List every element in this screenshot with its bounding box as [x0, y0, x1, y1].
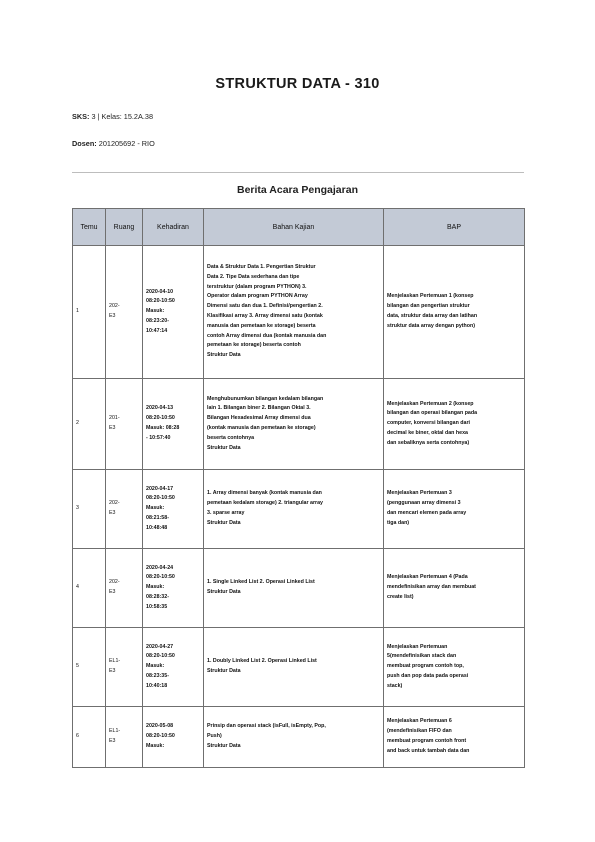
sks-class-info: [72, 112, 153, 121]
cell-bahan-kajian: Data & Struktur Data 1. Pengertian Struktur Data 2. Tipe Data sederhana dan tipe terstruktur (dalam program PYTHON) 3. Operator dalam program PYTHON Array Dimensi satu dan dua 1. Definisi/pengertian 2. Klasifikasi array 3. Array dimensi satu (kontak manusia dan pemetaan ke storage) beserta contoh Array dimensi dua (kontak manusia dan pemetaan ke storage) beserta contoh Struktur Data: [204, 246, 384, 379]
cell-bap: Menjelaskan Pertemuan 5(mendefinisikan stack dan membuat program contoh top, push dan pop data pada operasi stack): [384, 628, 525, 707]
cell-ruang: 202- E3: [106, 549, 143, 628]
cell-temu: 2: [73, 379, 106, 470]
cell-kehadiran: 2020-04-27 08:20-10:50 Masuk: 08:23:35- 10:40:18: [143, 628, 204, 707]
table-row: [73, 246, 525, 379]
cell-ruang: 202- E3: [106, 246, 143, 379]
cell-bahan-kajian: 1. Single Linked List 2. Operasi Linked List Struktur Data: [204, 549, 384, 628]
table-header-row: [73, 209, 525, 246]
table-row: [73, 470, 525, 549]
cell-kehadiran: 2020-05-08 08:20-10:50 Masuk:: [143, 707, 204, 768]
sks-label: SKS:: [72, 112, 90, 121]
dosen-value: 201205692 - RIO: [98, 139, 155, 148]
cell-kehadiran: 2020-04-24 08:20-10:50 Masuk: 08:28:32- 10:58:35: [143, 549, 204, 628]
cell-temu: 5: [73, 628, 106, 707]
cell-kehadiran: 2020-04-10 08:20-10:50 Masuk: 08:23:20- 10:47:14: [143, 246, 204, 379]
cell-ruang: EL1- E3: [106, 628, 143, 707]
cell-bahan-kajian: 1. Doubly Linked List 2. Operasi Linked List Struktur Data: [204, 628, 384, 707]
cell-temu: 3: [73, 470, 106, 549]
cell-bap: Menjelaskan Pertemuan 3 (penggunaan array dimensi 3 dan mencari elemen pada array tiga dan): [384, 470, 525, 549]
table-row: [73, 379, 525, 470]
cell-kehadiran: 2020-04-17 08:20-10:50 Masuk: 08:21:58- 10:48:48: [143, 470, 204, 549]
table-row: [73, 549, 525, 628]
divider: [72, 172, 524, 173]
table-row: [73, 707, 525, 768]
header-temu: Temu: [73, 209, 106, 246]
cell-temu: 1: [73, 246, 106, 379]
cell-bap: Menjelaskan Pertemuan 6 (mendefinisikan FIFO dan membuat program contoh front and back untuk tambah data dan: [384, 707, 525, 768]
cell-bahan-kajian: 1. Array dimensi banyak (kontak manusia dan pemetaan kedalam storage) 2. triangular array 3. sparse array Struktur Data: [204, 470, 384, 549]
document-title: STRUKTUR DATA - 310: [215, 76, 380, 92]
cell-bap: Menjelaskan Pertemuan 1 (konsep bilangan dan pengertian struktur data, struktur data array dan latihan struktur data array dengan python): [384, 246, 525, 379]
cell-temu: 6: [73, 707, 106, 768]
cell-bahan-kajian: Prinsip dan operasi stack (isFull, isEmpty, Pop, Push) Struktur Data: [204, 707, 384, 768]
section-title: Berita Acara Pengajaran: [236, 184, 358, 196]
header-ruang: Ruang: [106, 209, 143, 246]
cell-temu: 4: [73, 549, 106, 628]
dosen-label: Dosen:: [72, 139, 97, 148]
header-bahan-kajian: Bahan Kajian: [204, 209, 384, 246]
header-bap: BAP: [384, 209, 525, 246]
cell-ruang: EL1- E3: [106, 707, 143, 768]
cell-ruang: 202- E3: [106, 470, 143, 549]
teaching-report-table: [72, 208, 525, 768]
header-kehadiran: Kehadiran: [143, 209, 204, 246]
cell-bap: Menjelaskan Pertemuan 2 (konsep bilangan dan operasi bilangan pada computer, konversi bilangan dari decimal ke biner, oktal dan hexa dan sebaliknya serta contohnya): [384, 379, 525, 470]
sks-value: 3 | Kelas: 15.2A.38: [91, 112, 153, 121]
cell-kehadiran: 2020-04-13 08:20-10:50 Masuk: 08:28 - 10:57:40: [143, 379, 204, 470]
lecturer-info: [72, 139, 155, 148]
cell-bap: Menjelaskan Pertemuan 4 (Pada mendefinisikan array dan membuat create list): [384, 549, 525, 628]
table-row: [73, 628, 525, 707]
cell-ruang: 201- E3: [106, 379, 143, 470]
cell-bahan-kajian: Menghubunumkan bilangan kedalam bilangan lain 1. Bilangan biner 2. Bilangan Oktal 3. Bilangan Hexadesimal Array dimensi dua (kontak manusia dan pemetaan ke storage) beserta contohnya Struktur Data: [204, 379, 384, 470]
